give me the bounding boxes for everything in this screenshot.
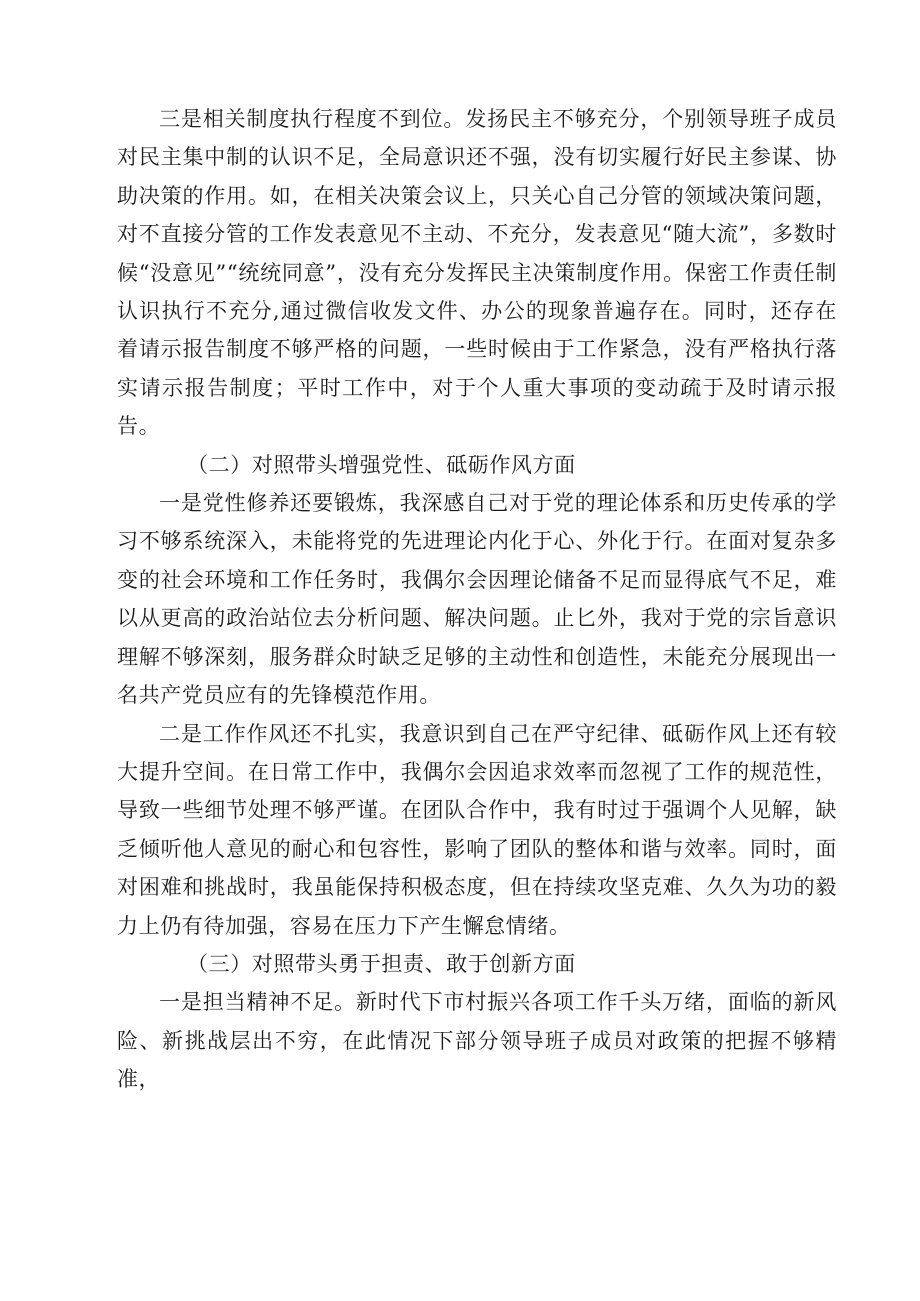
paragraph-responsibility: 一是担当精神不足。新时代下市村振兴各项工作千头万绪，面临的新风险、新挑战层出不穷，在此情况下部分领导班子成员对政策的把握不够精准， bbox=[117, 990, 837, 1092]
paragraph-party-spirit: 一是党性修养还要锻炼，我深感自己对于党的理论体系和历史传承的学习不够系统深入，未能将党的先进理论内化于心、外化于行。在面对复杂多变的社会环境和工作任务时，我偶尔会因理论储备不足而显得底气不足，难以从更高的政治站位去分析问题、解决问题。止匕外，我对于党的宗旨意识理解不够深刻，服务群众时缺乏足够的主动性和创造性，未能充分展现出一名共产党员应有的先锋模范作用。 bbox=[117, 491, 837, 708]
section-heading-2: （二）对照带头增强党性、砥砺作风方面 bbox=[187, 452, 576, 477]
section-heading-3: （三）对照带头勇于担责、敢于创新方面 bbox=[187, 951, 576, 976]
paragraph-system-implementation: 三是相关制度执行程度不到位。发扬民主不够充分，个别领导班子成员对民主集中制的认识不足，全局意识还不强，没有切实履行好民主参谋、协助决策的作用。如，在相关决策会议上，只关心自己分管的领域决策问题，对不直接分管的工作发表意见不主动、不充分，发表意见“随大流”，多数时候“没意见”“统统同意”，没有充分发挥民主决策制度作用。保密工作责任制认识执行不充分,通过微信收发文件、办公的现象普遍存在。同时，还存在着请示报告制度不够严格的问题，一些时候由于工作紧急，没有严格执行落实请示报告制度；平时工作中，对于个人重大事项的变动疏于及时请示报告。 bbox=[117, 107, 837, 439]
document-body bbox=[117, 100, 837, 1099]
paragraph-work-style: 二是工作作风还不扎实，我意识到自己在严守纪律、砥砺作风上还有较大提升空间。在日常工作中，我偶尔会因追求效率而忽视了工作的规范性，导致一些细节处理不够严谨。在团队合作中，我有时过于强调个人见解，缺乏倾听他人意见的耐心和包容性，影响了团队的整体和谐与效率。同时，面对困难和挑战时，我虽能保持积极态度，但在持续攻坚克难、久久为功的毅力上仍有待加强，容易在压力下产生懈怠情绪。 bbox=[117, 721, 837, 938]
